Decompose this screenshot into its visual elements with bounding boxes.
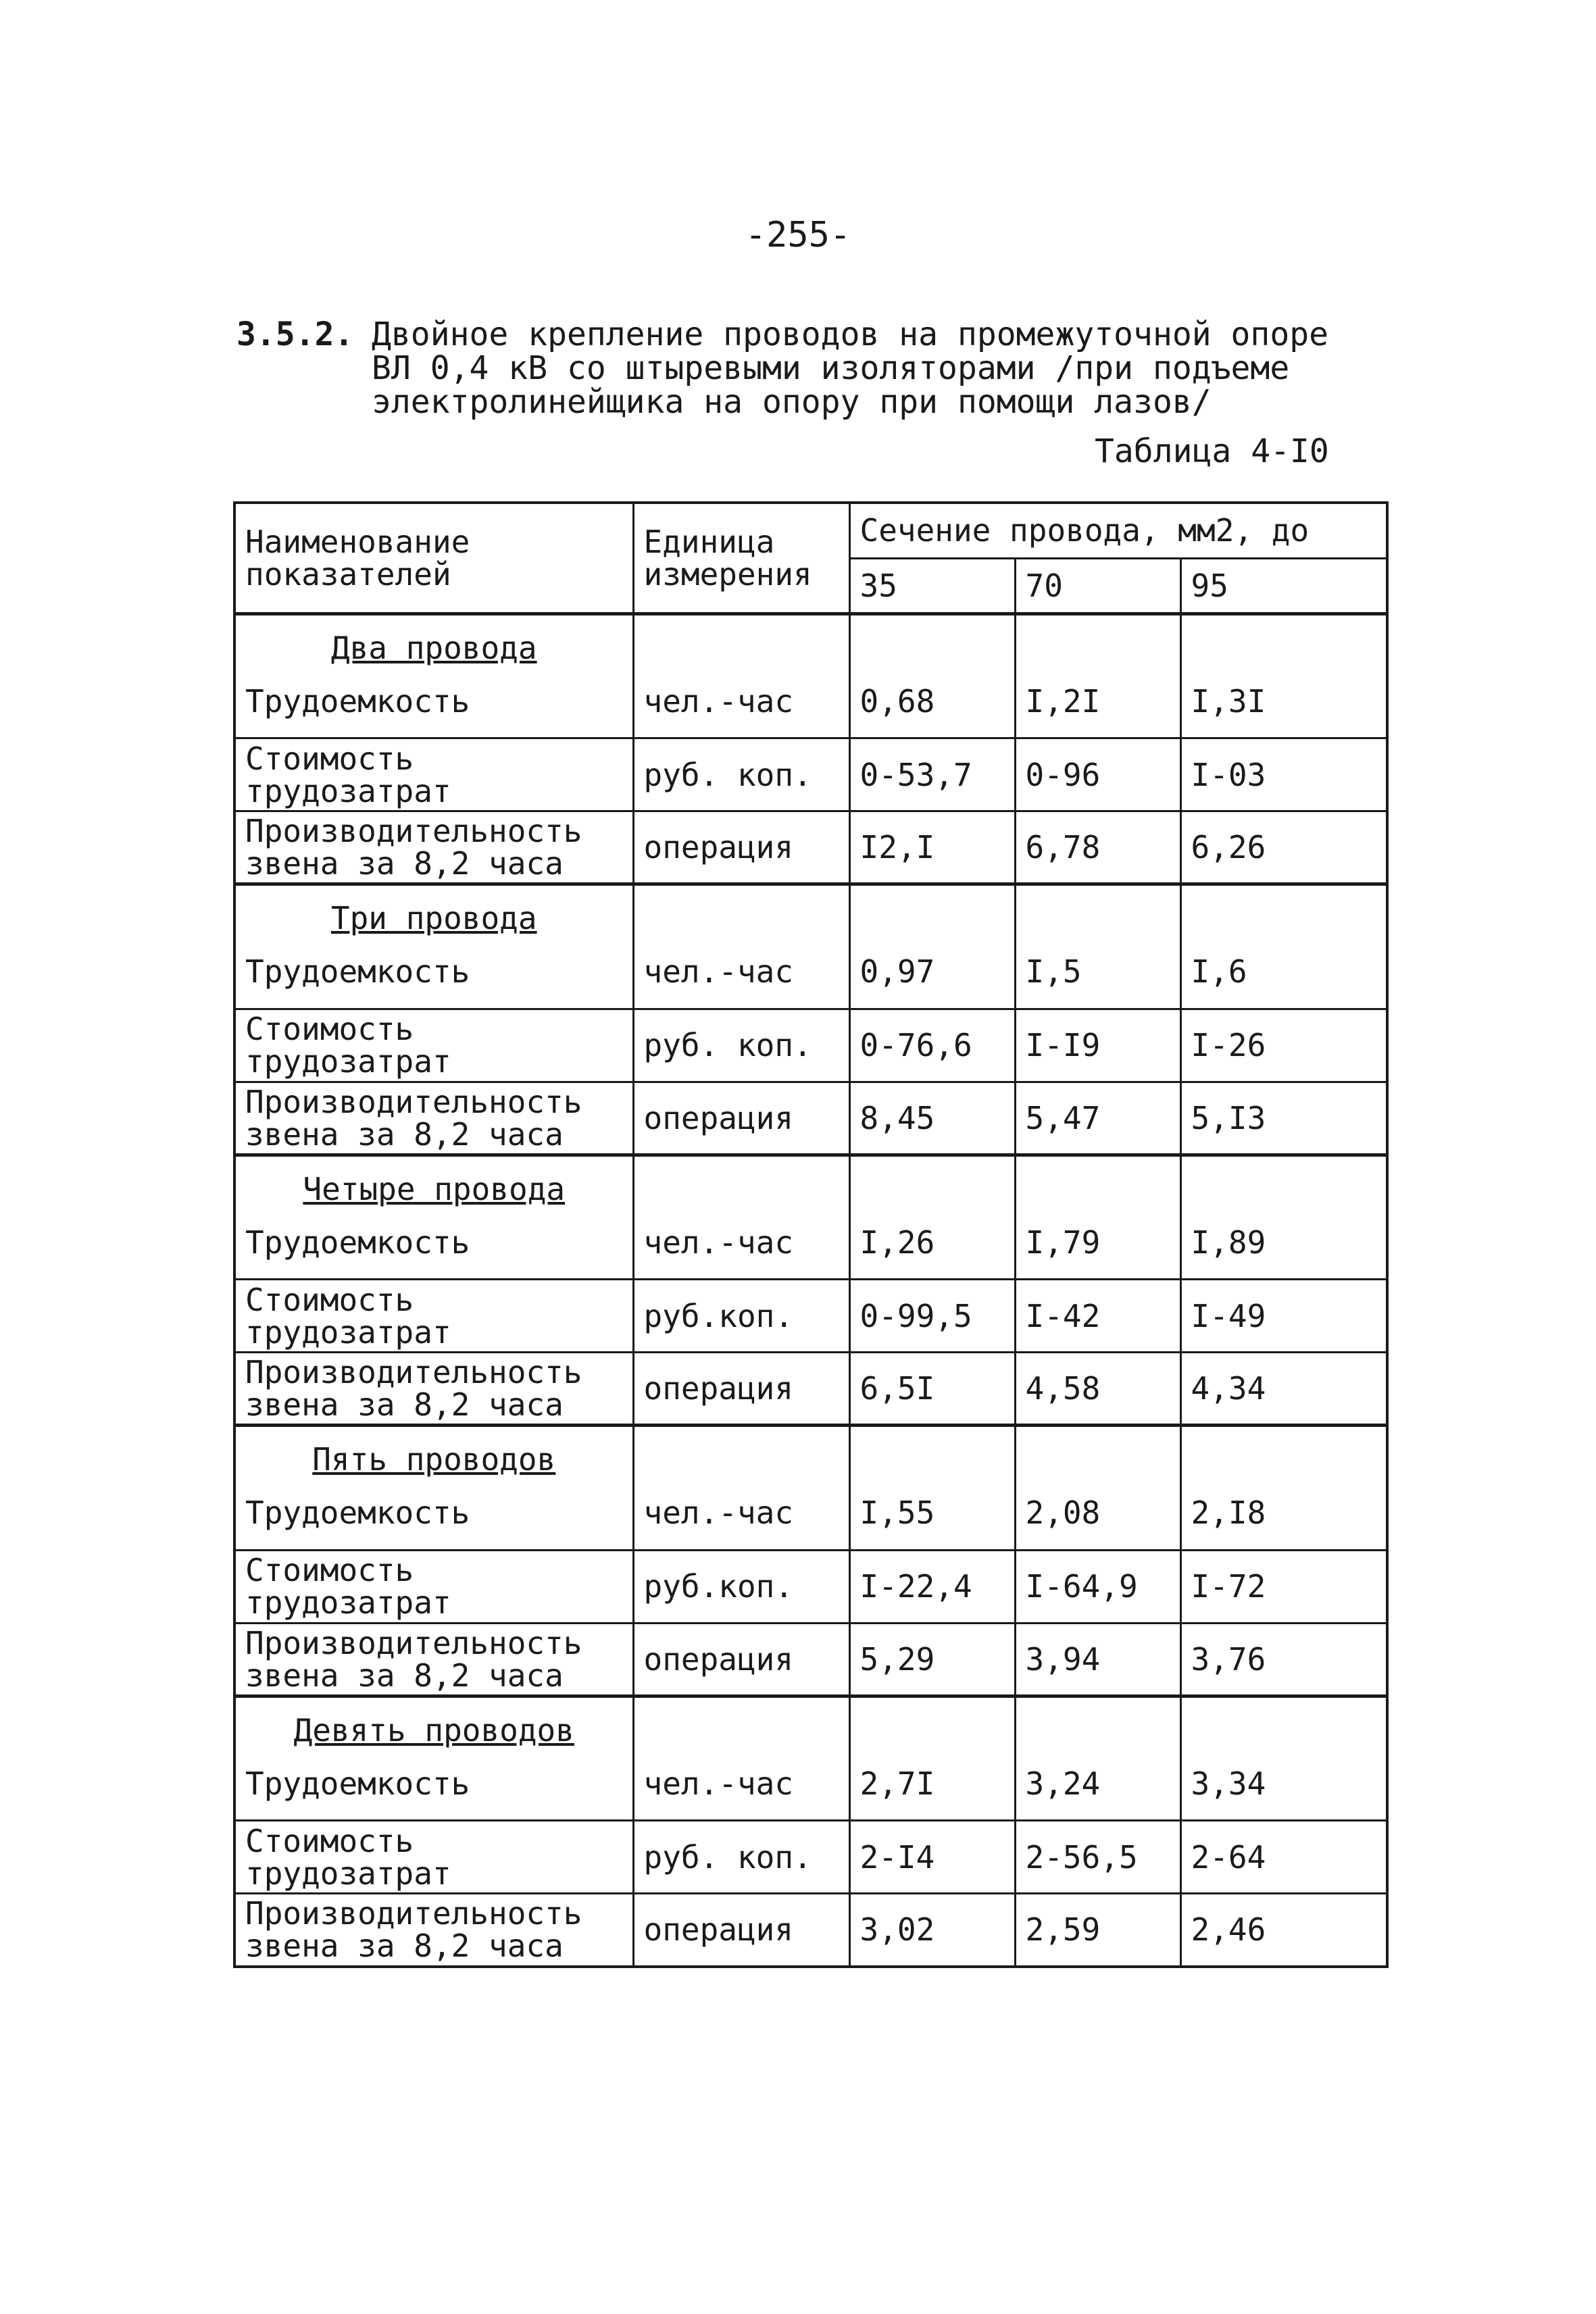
row-unit: операция [633,1082,849,1155]
row-value-cell: 2-I4 [849,1821,1015,1894]
row-value-cell: 8,45 [849,1082,1015,1155]
row-value-cell: 2,59 [1015,1894,1180,1967]
row-value-cell: I-22,4 [849,1550,1015,1623]
row-unit: руб.коп. [633,1280,849,1353]
header-section-70: 70 [1015,558,1180,613]
group-title: Два провода [234,613,633,665]
row-value-cell: I-42 [1015,1280,1180,1353]
table-body [234,613,1387,1967]
table-row [234,1280,1387,1353]
row-value-cell: I,79 [1015,1207,1180,1280]
row-value-cell: 4,58 [1015,1353,1180,1426]
group-header-row [234,1426,1387,1478]
group-header-blank-cell [1180,1426,1387,1478]
row-unit: чел.-час [633,1748,849,1821]
row-value-cell: I,3I [1180,665,1387,738]
row-value-cell: 0-96 [1015,738,1180,811]
table-row [234,1748,1387,1821]
group-header-blank-cell [849,1155,1015,1207]
group-header-blank-cell [1180,1696,1387,1748]
row-indicator-name: Трудоемкость [234,1748,633,1821]
table-row [234,1207,1387,1280]
group-title: Три провода [234,884,633,936]
row-value-cell: 0-76,6 [849,1009,1015,1082]
group-header-blank-cell [849,613,1015,665]
table-row [234,738,1387,811]
row-value-cell: 0,97 [849,936,1015,1009]
group-title: Девять проводов [234,1696,633,1748]
page-number: -255- [745,215,851,255]
group-header-blank-cell [1015,613,1180,665]
group-header-row [234,1155,1387,1207]
row-value-cell: 0-99,5 [849,1280,1015,1353]
group-header-blank-cell [849,884,1015,936]
row-value-cell: 5,I3 [1180,1082,1387,1155]
row-unit: руб. коп. [633,1821,849,1894]
norms-table [233,501,1389,1968]
row-value-cell: I-I9 [1015,1009,1180,1082]
row-unit: операция [633,1353,849,1426]
row-indicator-name: Трудоемкость [234,1207,633,1280]
group-title: Пять проводов [234,1426,633,1478]
row-value-cell: I,6 [1180,936,1387,1009]
row-indicator-name: Стоимость трудозатрат [234,1550,633,1623]
row-indicator-name: Стоимость трудозатрат [234,1821,633,1894]
table-row [234,1082,1387,1155]
table-row [234,1550,1387,1623]
group-header-blank-cell [1015,1696,1180,1748]
header-unit: Единица измерения [633,503,849,613]
row-value-cell: 0-53,7 [849,738,1015,811]
row-value-cell: I-64,9 [1015,1550,1180,1623]
row-value-cell: 2,7I [849,1748,1015,1821]
row-value-cell: 6,78 [1015,811,1180,884]
row-value-cell: 5,47 [1015,1082,1180,1155]
table-label: Таблица 4-I0 [1095,432,1329,470]
row-indicator-name: Производительность звена за 8,2 часа [234,1894,633,1967]
row-indicator-name: Производительность звена за 8,2 часа [234,1623,633,1696]
group-title: Четыре провода [234,1155,633,1207]
row-value-cell: 2,46 [1180,1894,1387,1967]
header-section-35: 35 [849,558,1015,613]
row-value-cell: 3,02 [849,1894,1015,1967]
group-header-blank-cell [1015,884,1180,936]
group-header-blank-cell [1180,1155,1387,1207]
row-value-cell: 4,34 [1180,1353,1387,1426]
row-unit: операция [633,1894,849,1967]
table-row [234,665,1387,738]
group-header-blank-cell [1015,1426,1180,1478]
table-row [234,811,1387,884]
row-unit: операция [633,1623,849,1696]
row-value-cell: 2,08 [1015,1477,1180,1550]
row-unit: операция [633,811,849,884]
row-unit: чел.-час [633,665,849,738]
section-number: 3.5.2. [236,316,354,353]
row-value-cell: 3,24 [1015,1748,1180,1821]
row-indicator-name: Стоимость трудозатрат [234,738,633,811]
row-unit: руб.коп. [633,1550,849,1623]
section-heading [236,318,1331,419]
row-value-cell: I,55 [849,1477,1015,1550]
table-row [234,1821,1387,1894]
row-indicator-name: Производительность звена за 8,2 часа [234,811,633,884]
header-name: Наименование показателей [234,503,633,613]
row-unit: руб. коп. [633,1009,849,1082]
row-value-cell: 3,34 [1180,1748,1387,1821]
group-header-row [234,884,1387,936]
row-value-cell: I-26 [1180,1009,1387,1082]
table-row [234,1353,1387,1426]
row-value-cell: I,89 [1180,1207,1387,1280]
row-value-cell: 2,I8 [1180,1477,1387,1550]
header-section-95: 95 [1180,558,1387,613]
row-unit: чел.-час [633,936,849,1009]
row-value-cell: I,26 [849,1207,1015,1280]
group-header-blank-cell [1180,613,1387,665]
row-value-cell: 2-56,5 [1015,1821,1180,1894]
group-header-blank-cell [1015,1155,1180,1207]
row-indicator-name: Трудоемкость [234,1477,633,1550]
group-header-blank-cell [633,613,849,665]
row-value-cell: 5,29 [849,1623,1015,1696]
row-value-cell: 6,5I [849,1353,1015,1426]
row-value-cell: 0,68 [849,665,1015,738]
row-indicator-name: Стоимость трудозатрат [234,1009,633,1082]
group-header-blank-cell [633,1426,849,1478]
row-indicator-name: Стоимость трудозатрат [234,1280,633,1353]
row-unit: чел.-час [633,1477,849,1550]
row-unit: руб. коп. [633,738,849,811]
group-header-row [234,613,1387,665]
row-indicator-name: Производительность звена за 8,2 часа [234,1353,633,1426]
row-unit: чел.-час [633,1207,849,1280]
row-indicator-name: Трудоемкость [234,665,633,738]
section-title: Двойное крепление проводов на промежуточной опоре ВЛ 0,4 кВ со штыревыми изоляторами /при подъеме электролинейщика на опору при помощи лазов/ [372,316,1329,421]
table-row [234,1894,1387,1967]
row-value-cell: 3,76 [1180,1623,1387,1696]
row-value-cell: I,2I [1015,665,1180,738]
group-header-row [234,1696,1387,1748]
row-value-cell: 2-64 [1180,1821,1387,1894]
row-indicator-name: Производительность звена за 8,2 часа [234,1082,633,1155]
row-value-cell: 6,26 [1180,811,1387,884]
group-header-blank-cell [849,1696,1015,1748]
row-value-cell: I-03 [1180,738,1387,811]
row-value-cell: I-72 [1180,1550,1387,1623]
row-value-cell: I2,I [849,811,1015,884]
group-header-blank-cell [633,1696,849,1748]
table-row [234,1009,1387,1082]
row-value-cell: 3,94 [1015,1623,1180,1696]
group-header-blank-cell [633,1155,849,1207]
group-header-blank-cell [849,1426,1015,1478]
table-row [234,1477,1387,1550]
group-header-blank-cell [633,884,849,936]
row-indicator-name: Трудоемкость [234,936,633,1009]
header-section-span: Сечение провода, мм2, до [849,503,1387,558]
row-value-cell: I,5 [1015,936,1180,1009]
row-value-cell: I-49 [1180,1280,1387,1353]
group-header-blank-cell [1180,884,1387,936]
table-row [234,936,1387,1009]
table-row [234,1623,1387,1696]
